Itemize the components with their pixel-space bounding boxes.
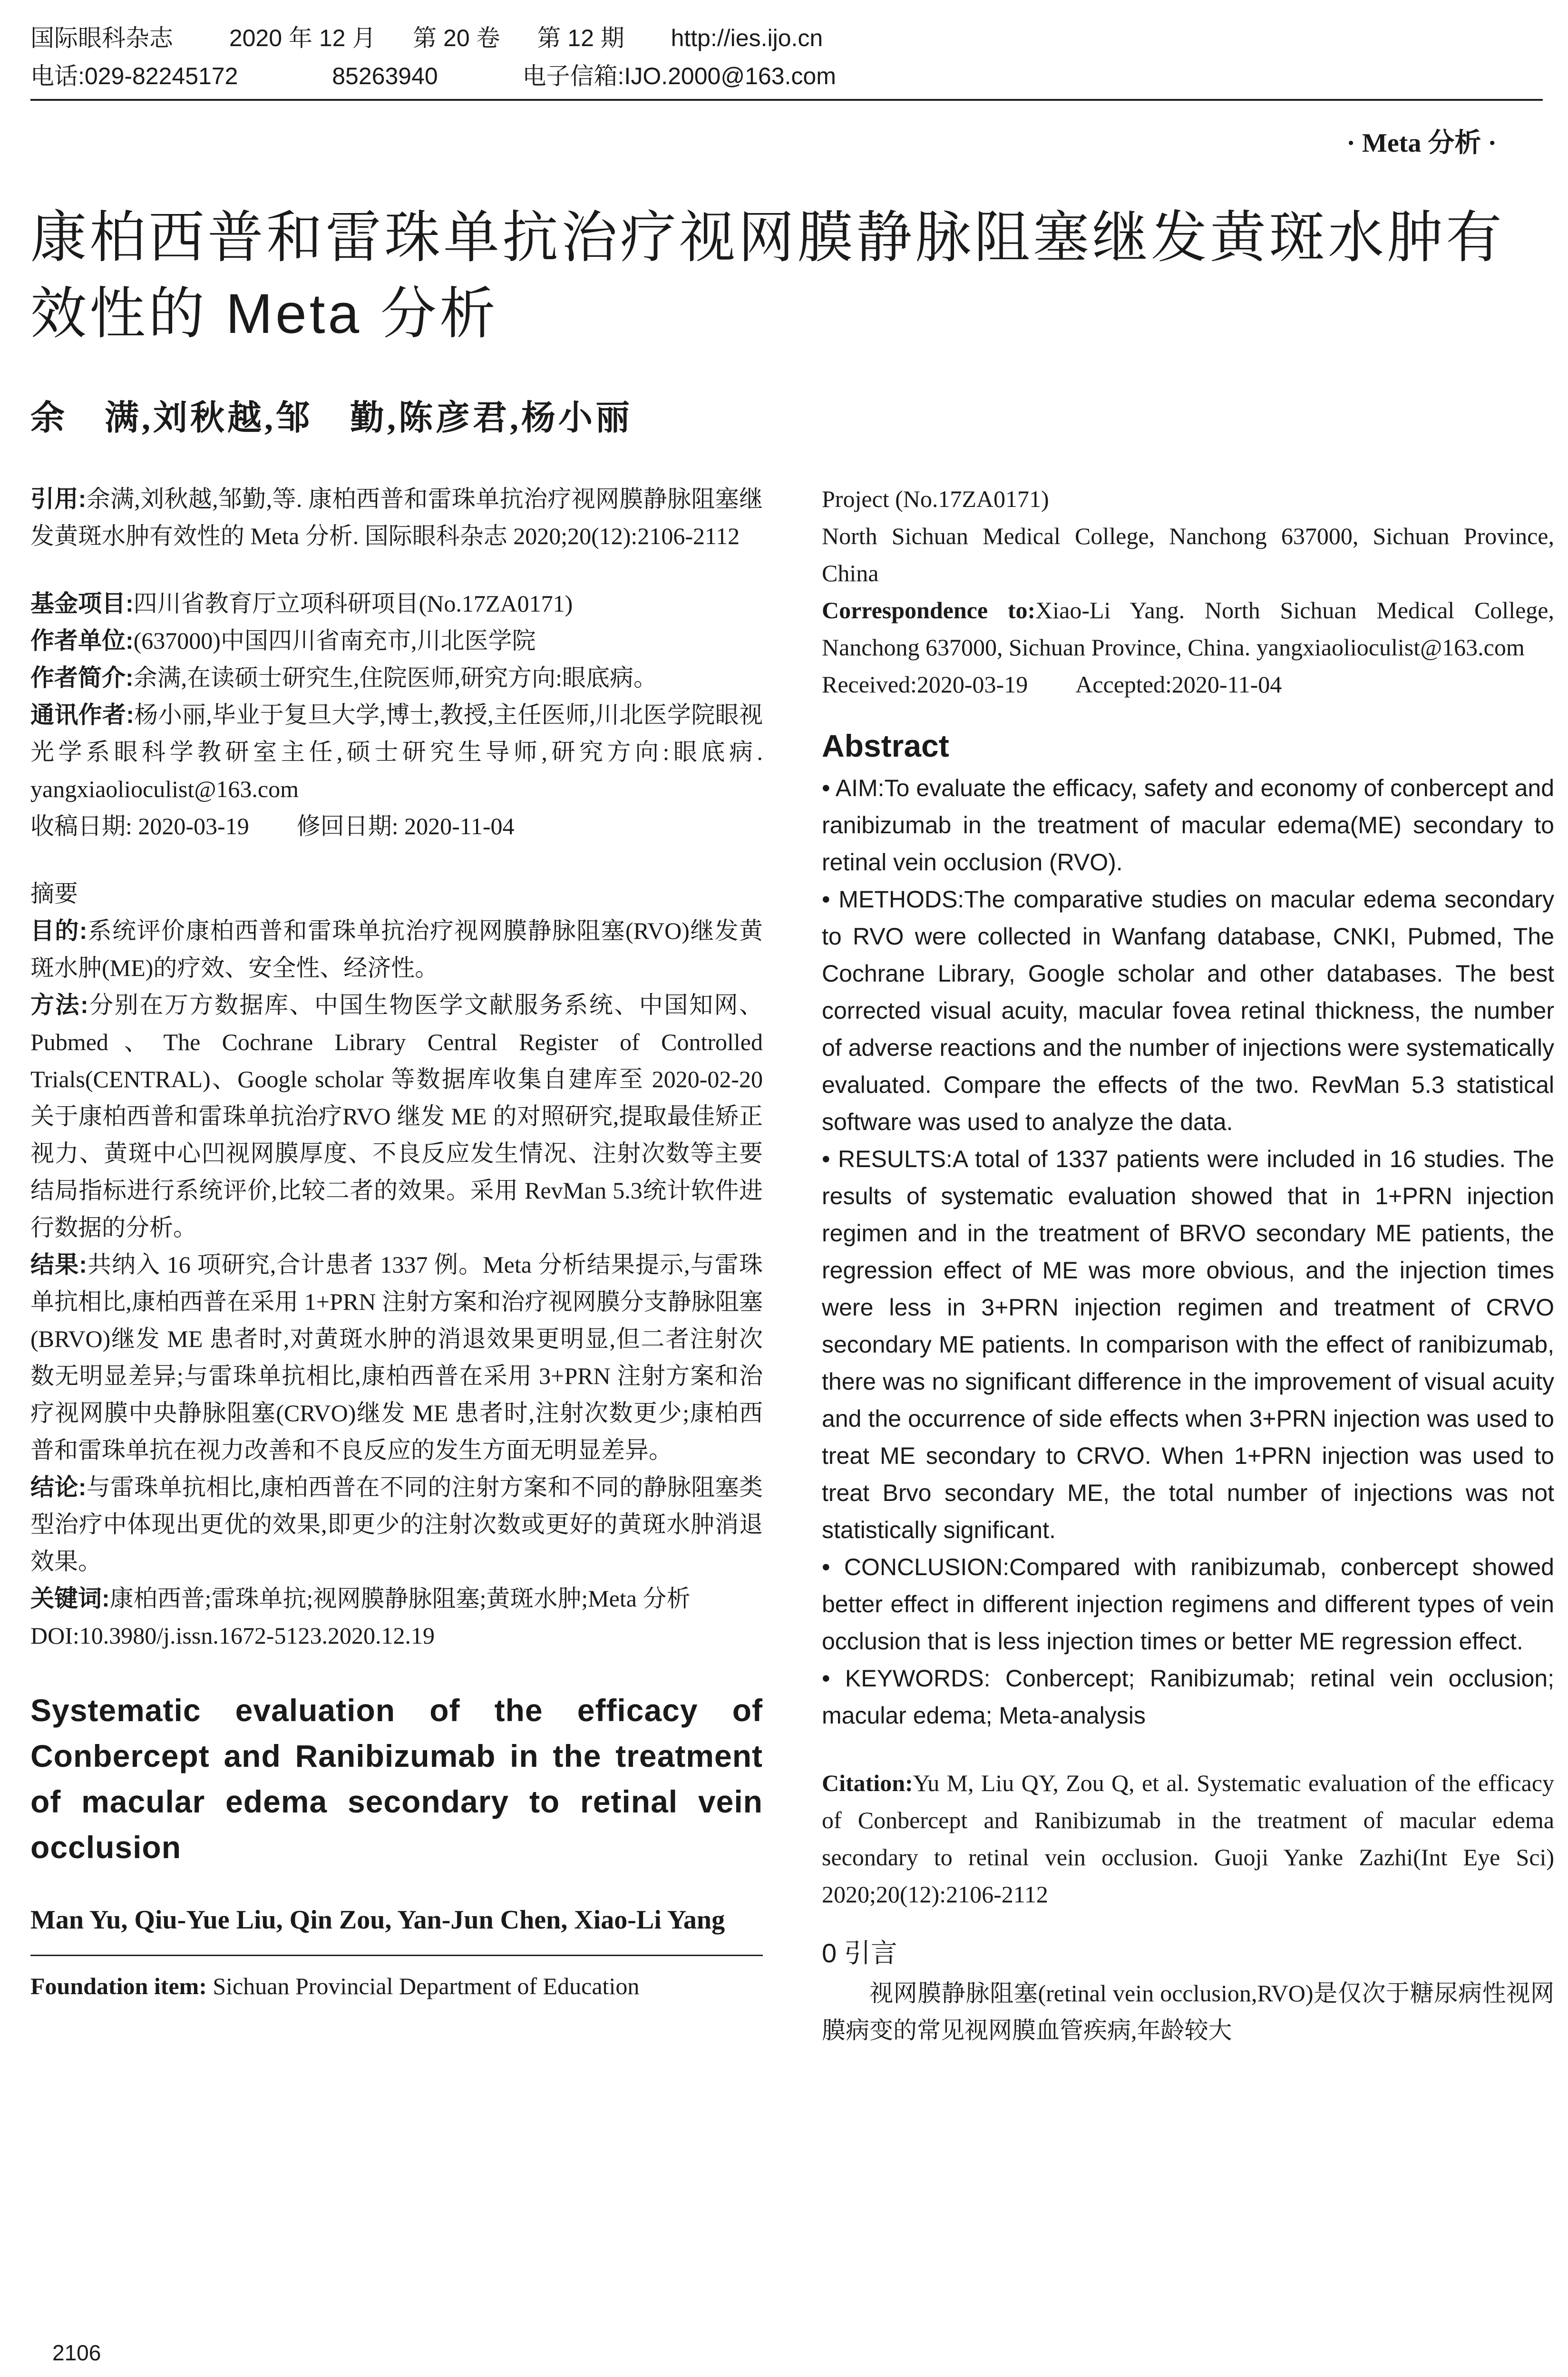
aim-en-text: To evaluate the efficacy, safety and economy of conbercept and ranibizumab in the treatment of macular edema(ME) secondary to retinal vein occlusion (RVO). — [822, 775, 1555, 876]
citation-label: 引用: — [30, 486, 87, 512]
aim-en-label: • AIM: — [822, 775, 885, 801]
fund-info — [30, 585, 763, 622]
results-en — [822, 1140, 1554, 1549]
corresponding-author — [30, 696, 763, 808]
bio-text: 余满,在读硕士研究生,住院医师,研究方向:眼底病。 — [133, 664, 658, 691]
aim-cn — [30, 912, 763, 986]
keywords-label: 关键词: — [30, 1585, 110, 1612]
fund-text: 四川省教育厅立项科研项目(No.17ZA0171) — [133, 590, 573, 617]
conclusion-en-label: • CONCLUSION: — [822, 1554, 1010, 1580]
intro-heading: 0 引言 — [822, 1938, 897, 1968]
abstract-heading-cn: 摘要 — [30, 880, 78, 907]
right-column — [822, 480, 1554, 2049]
citation-en-label: Citation: — [822, 1770, 913, 1796]
corr-label: 通讯作者: — [30, 701, 134, 728]
footnote-divider — [30, 1955, 763, 1956]
issue-date: 2020 年 12 月 — [229, 25, 376, 51]
conclusion-en-text: Compared with ranibizumab, conbercept showed better effect in different injection regimens and different types of vein occlusion that is less injection times or better ME regression effect. — [822, 1554, 1554, 1655]
english-authors: Man Yu, Qiu-Yue Liu, Qin Zou, Yan-Jun Chen, Xiao-Li Yang — [30, 1905, 725, 1935]
results-text: 共纳入 16 项研究,合计患者 1337 例。Meta 分析结果提示,与雷珠单抗相比,康柏西普在采用 1+PRN 注射方案和治疗视网膜分支静脉阻塞(BRVO)继发 ME 患者时,对黄斑水肿的消退效果更明显,但二者注射次数无明显差异;与雷珠单抗相比,康柏西普在采用 3+PRN 注射方案和治疗视网膜中央静脉阻塞(CRVO)继发 ME 患者时,注射次数更少;康柏西普和雷珠单抗在视力改善和不良反应的发生方面无明显差异。 — [30, 1251, 763, 1463]
aim-label: 目的: — [30, 917, 88, 944]
article-title: 康柏西普和雷珠单抗治疗视网膜静脉阻塞继发黄斑水肿有效性的 Meta 分析 — [30, 206, 1505, 345]
foundation-label: Foundation item: — [30, 1973, 207, 1999]
citation-en-text: Yu M, Liu QY, Zou Q, et al. Systematic evaluation of the efficacy of Conbercept and Ranibizumab in the treatment of macular edema secondary to retinal vein occlusion. Guoji Yanke Zazhi(Int Eye Sci) 2020;20(12):2106-2112 — [822, 1770, 1554, 1908]
keywords-en-text: Conbercept; Ranibizumab; retinal vein occlusion; macular edema; Meta-analysis — [822, 1665, 1554, 1729]
citation-text: 余满,刘秋越,邹勤,等. 康柏西普和雷珠单抗治疗视网膜静脉阻塞继发黄斑水肿有效性的 Meta 分析. 国际眼科杂志 2020;20(12):2106-2112 — [30, 486, 763, 549]
english-title: Systematic evaluation of the efficacy of Conbercept and Ranibizumab in the treatment of macular edema secondary to retinal vein occlusion — [30, 1693, 763, 1865]
methods-en-text: The comparative studies on macular edema secondary to RVO were collected in Wanfang database, CNKI, Pubmed, The Cochrane Library, Google scholar and other databases. The best corrected visual acuity, macular fovea retinal thickness, the number of adverse reactions and the number of injections were systematically evaluated. Compare the effects of the two. RevMan 5.3 statistical software was used to analyze the data. — [822, 886, 1554, 1135]
citation-cn — [30, 480, 763, 555]
aim-text: 系统评价康柏西普和雷珠单抗治疗视网膜静脉阻塞(RVO)继发黄斑水肿(ME)的疗效、安全性、经济性。 — [30, 917, 763, 981]
section-tag: · Meta 分析 · — [1346, 128, 1497, 158]
conclusion-cn — [30, 1469, 763, 1580]
project-text: Project (No.17ZA0171) — [822, 486, 1049, 512]
bio-label: 作者简介: — [30, 664, 134, 691]
results-label: 结果: — [30, 1251, 87, 1278]
journal-header — [30, 19, 1543, 95]
volume: 第 20 卷 — [413, 25, 500, 51]
journal-name: 国际眼科杂志 — [30, 25, 173, 51]
results-cn — [30, 1246, 763, 1469]
journal-url[interactable]: http://ies.ijo.cn — [671, 25, 823, 51]
dates-cn: 收稿日期: 2020-03-19 修回日期: 2020-11-04 — [30, 813, 515, 839]
unit-label: 作者单位: — [30, 627, 134, 654]
keywords-en-label: • KEYWORDS: — [822, 1665, 991, 1692]
author-bio — [30, 659, 763, 696]
keywords-cn — [30, 1580, 763, 1617]
methods-cn — [30, 986, 763, 1246]
phone-2: 85263940 — [332, 63, 438, 89]
unit-text: (637000)中国四川省南充市,川北医学院 — [133, 627, 536, 654]
corr-text: 杨小丽,毕业于复旦大学,博士,教授,主任医师,川北医学院眼视光学系眼科学教研室主任,硕士研究生导师,研究方向:眼底病. yangxiaolioculist@163.com — [30, 701, 763, 802]
affiliation-en: North Sichuan Medical College, Nanchong 637000, Sichuan Province, China — [822, 523, 1554, 586]
correspondence-text: Xiao-Li Yang. North Sichuan Medical College, Nanchong 637000, Sichuan Province, China. yangxiaolioculist@163.com — [822, 597, 1554, 661]
keywords-text: 康柏西普;雷珠单抗;视网膜静脉阻塞;黄斑水肿;Meta 分析 — [109, 1585, 691, 1612]
intro-paragraph: 视网膜静脉阻塞(retinal vein occlusion,RVO)是仅次于糖尿病性视网膜病变的常见视网膜血管疾病,年龄较大 — [822, 1980, 1554, 2044]
conclusion-text: 与雷珠单抗相比,康柏西普在不同的注射方案和不同的静脉阻塞类型治疗中体现出更优的效果,即更少的注射次数或更好的黄斑水肿消退效果。 — [30, 1474, 763, 1575]
left-column — [30, 480, 763, 2005]
abstract-heading-en: Abstract — [822, 728, 949, 763]
keywords-en — [822, 1660, 1554, 1734]
doi[interactable]: DOI:10.3980/j.issn.1672-5123.2020.12.19 — [30, 1622, 435, 1649]
fund-label: 基金项目: — [30, 590, 134, 617]
correspondence-en — [822, 592, 1554, 666]
citation-en — [822, 1764, 1554, 1913]
page-number: 2106 — [52, 2340, 101, 2365]
methods-text: 分别在万方数据库、中国生物医学文献服务系统、中国知网、Pubmed、The Cochrane Library Central Register of Controlled Trials(CENTRAL)、Google scholar 等数据库收集自建库至 2020-02-20 关于康柏西普和雷珠单抗治疗RVO 继发 ME 的对照研究,提取最佳矫正视力、黄斑中心凹视网膜厚度、不良反应发生情况、注射次数等主要结局指标进行系统评价,比较二者的效果。采用 RevMan 5.3统计软件进行数据的分析。 — [30, 992, 763, 1241]
methods-en — [822, 881, 1554, 1140]
methods-en-label: • METHODS: — [822, 886, 964, 913]
phone: 电话:029-82245172 — [30, 63, 238, 89]
conclusion-label: 结论: — [30, 1474, 87, 1500]
issue: 第 12 期 — [537, 25, 624, 51]
foundation-item — [30, 1968, 763, 2005]
methods-label: 方法: — [30, 992, 88, 1018]
aim-en — [822, 770, 1554, 881]
conclusion-en — [822, 1549, 1554, 1660]
received-dates-en: Received:2020-03-19 Accepted:2020-11-04 — [822, 671, 1282, 698]
results-en-text: A total of 1337 patients were included in 16 studies. The results of systematic evaluation showed that in 1+PRN injection regimen and in the treatment of BRVO secondary ME patients, the regression effect of ME was more obvious, and the injection times were less in 3+PRN injection regimen and treatment of CRVO secondary ME patients. In comparison with the effect of ranibizumab, there was no significant difference in the improvement of visual acuity and the occurrence of side effects when 3+PRN injection was used to treat ME secondary to CRVO. When 1+PRN injection was used to treat Brvo secondary ME, the total number of injections was not statistically significant. — [822, 1146, 1555, 1543]
foundation-text: Sichuan Provincial Department of Education — [213, 1973, 640, 1999]
author-list: 余 满,刘秋越,邹 勤,陈彦君,杨小丽 — [30, 399, 633, 437]
header-divider — [30, 99, 1543, 101]
results-en-label: • RESULTS: — [822, 1146, 953, 1172]
correspondence-label: Correspondence to: — [822, 597, 1036, 623]
author-unit — [30, 622, 763, 659]
journal-email[interactable]: 电子信箱:IJO.2000@163.com — [522, 63, 836, 89]
